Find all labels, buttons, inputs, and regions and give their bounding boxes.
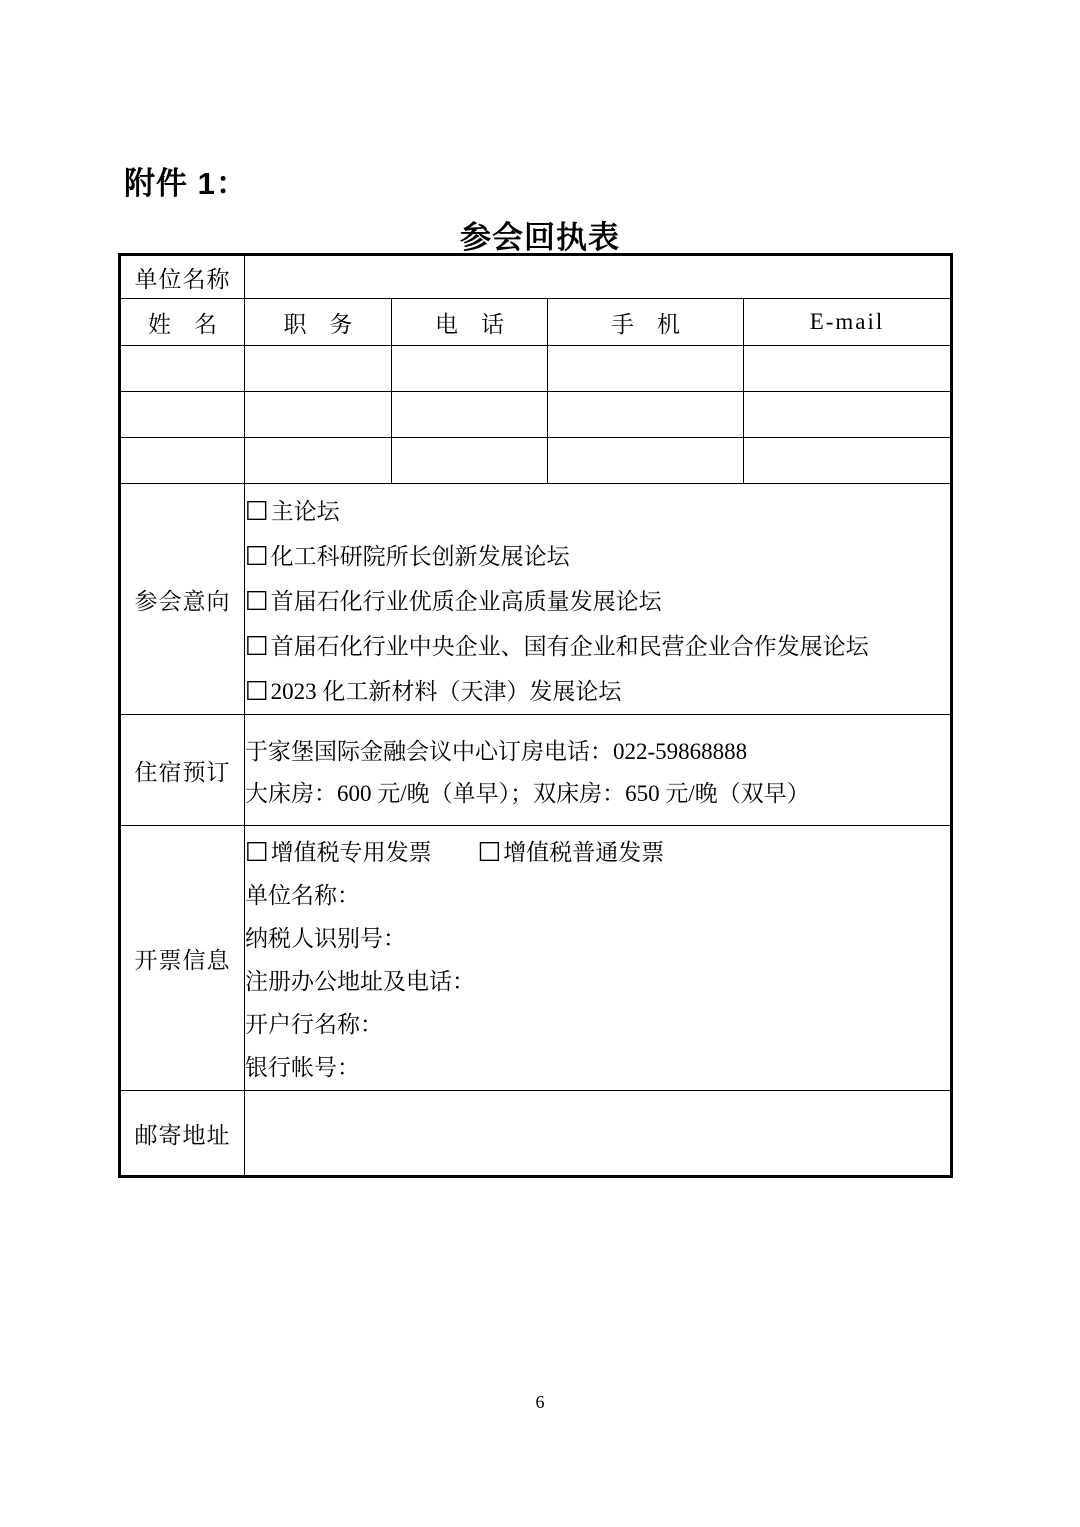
hotel-booking-line: 于家堡国际金融会议中心订房电话：022-59868888: [245, 738, 748, 764]
invoice-field-label: 纳税人识别号：: [245, 926, 406, 951]
invoice-row: [120, 826, 952, 1091]
attachment-label: 附件 1：: [124, 166, 248, 201]
invoice-field-label: 注册办公地址及电话：: [245, 969, 475, 994]
forum-option-label: 首届石化行业中央企业、国有企业和民营企业合作发展论坛: [270, 633, 869, 659]
column-header-mobile: 手 机: [548, 299, 744, 346]
column-header-name: 姓 名: [120, 299, 245, 346]
name-input-cell[interactable]: [120, 392, 245, 438]
forum-option-label: 2023 化工新材料（天津）发展论坛: [270, 678, 622, 704]
column-header-position: 职 务: [245, 299, 392, 346]
checkbox-icon[interactable]: □: [245, 583, 269, 613]
unit-name-input-cell[interactable]: [245, 255, 952, 299]
invoice-field-label: 银行帐号：: [245, 1055, 360, 1080]
email-input-cell[interactable]: [744, 346, 952, 392]
checkbox-icon[interactable]: □: [245, 628, 269, 658]
attendee-header-row: [120, 299, 952, 346]
invoice-info-cell: [245, 826, 952, 1091]
forum-option-label: 首届石化行业优质企业高质量发展论坛: [270, 588, 662, 614]
mailing-label: 邮寄地址: [120, 1091, 245, 1177]
phone-input-cell[interactable]: [392, 392, 548, 438]
name-input-cell[interactable]: [120, 346, 245, 392]
invoice-type-line: [245, 829, 950, 872]
mobile-input-cell[interactable]: [548, 346, 744, 392]
forum-option: [245, 622, 950, 667]
unit-name-row: [120, 255, 952, 299]
reply-form-table: [118, 253, 953, 1178]
checkbox-icon[interactable]: □: [245, 493, 269, 523]
invoice-type-option: [245, 834, 432, 867]
phone-input-cell[interactable]: [392, 346, 548, 392]
column-header-phone: 电 话: [392, 299, 548, 346]
phone-input-cell[interactable]: [392, 438, 548, 484]
mobile-input-cell[interactable]: [548, 438, 744, 484]
position-input-cell[interactable]: [245, 346, 392, 392]
email-input-cell[interactable]: [744, 438, 952, 484]
unit-name-label: 单位名称: [120, 255, 245, 299]
form-title: 参会回执表: [460, 220, 620, 255]
invoice-field-label: 单位名称：: [245, 883, 360, 908]
mobile-input-cell[interactable]: [548, 392, 744, 438]
invoice-type-label: 增值税专用发票: [270, 840, 432, 865]
forum-option: [245, 667, 950, 712]
forum-option: [245, 532, 950, 577]
intention-options-cell: [245, 484, 952, 715]
hotel-row: [120, 715, 952, 826]
attendee-row: [120, 438, 952, 484]
page-number: 6: [535, 1392, 545, 1412]
invoice-field-label: 开户行名称：: [245, 1012, 383, 1037]
mailing-row: [120, 1091, 952, 1177]
forum-option: [245, 487, 950, 532]
hotel-price-line: 大床房：600 元/晚（单早）；双床房：650 元/晚（双早）: [245, 780, 810, 806]
invoice-type-option: [478, 834, 665, 867]
checkbox-icon[interactable]: □: [245, 835, 269, 864]
position-input-cell[interactable]: [245, 438, 392, 484]
intention-row: [120, 484, 952, 715]
checkbox-icon[interactable]: □: [245, 673, 269, 703]
attendee-row: [120, 392, 952, 438]
intention-label: 参会意向: [120, 484, 245, 715]
hotel-label: 住宿预订: [120, 715, 245, 826]
forum-option-label: 化工科研院所长创新发展论坛: [270, 543, 570, 569]
position-input-cell[interactable]: [245, 392, 392, 438]
mailing-input-cell[interactable]: [245, 1091, 952, 1177]
invoice-label: 开票信息: [120, 826, 245, 1091]
attendee-row: [120, 346, 952, 392]
hotel-info-cell: [245, 715, 952, 826]
column-header-email: E-mail: [744, 299, 952, 346]
name-input-cell[interactable]: [120, 438, 245, 484]
email-input-cell[interactable]: [744, 392, 952, 438]
checkbox-icon[interactable]: □: [477, 835, 502, 864]
checkbox-icon[interactable]: □: [245, 538, 269, 568]
forum-option-label: 主论坛: [270, 498, 340, 524]
invoice-type-label: 增值税普通发票: [503, 840, 665, 865]
forum-option: [245, 577, 950, 622]
